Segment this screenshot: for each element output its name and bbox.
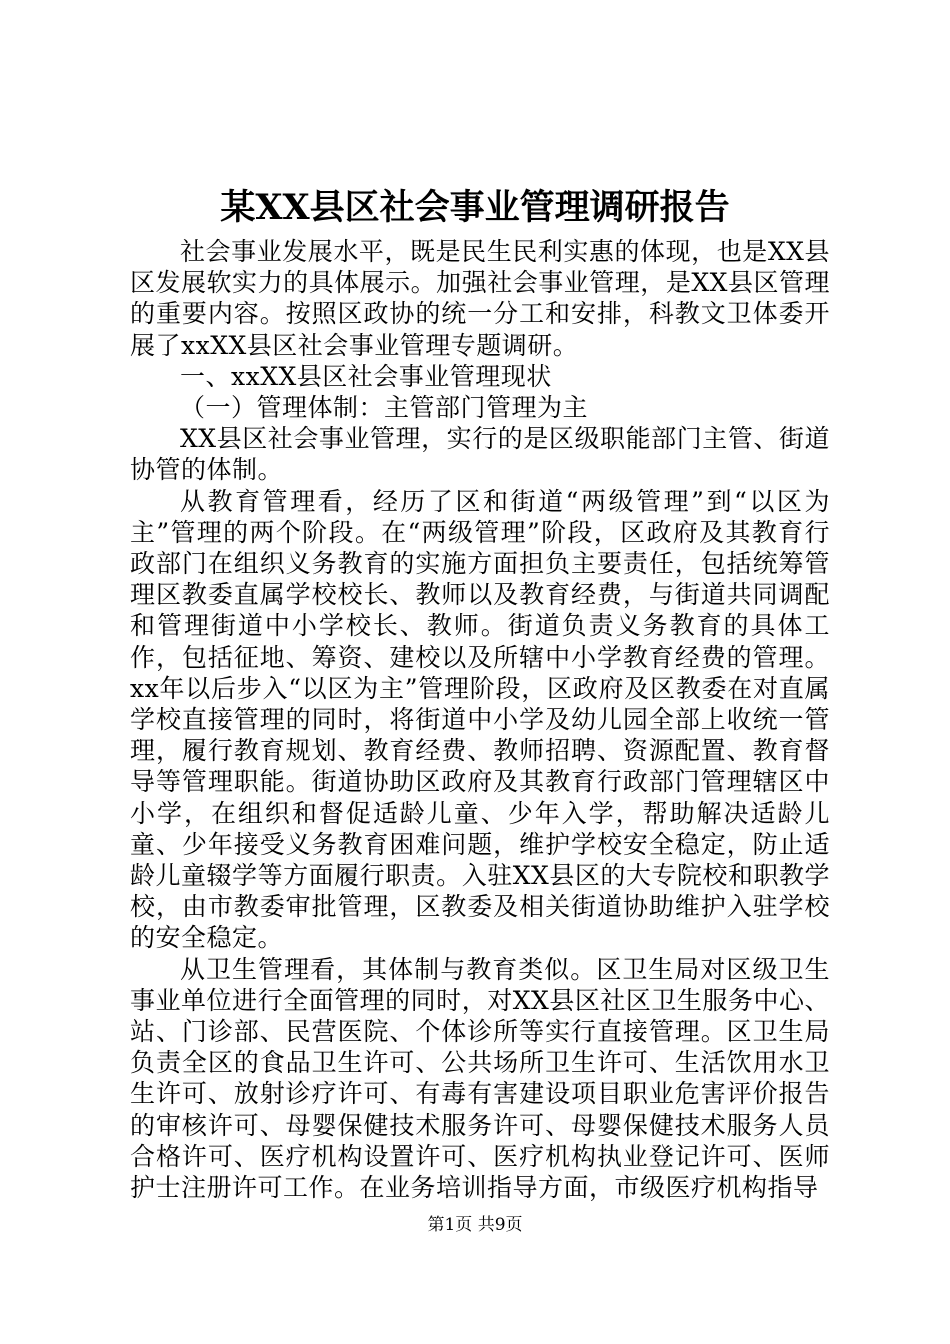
paragraph-education: 从教育管理看，经历了区和街道“两级管理”到“以区为主”管理的两个阶段。在“两级管理”阶段，区政府及其教育行政部门在组织义务教育的实施方面担负主要责任，包括统筹管理区教委直属学校校长、教师以及教育经费，与街道共同调配和管理街道中小学校长、教师。街道负责义务教育的具体工作，包括征地、筹资、建校以及所辖中小学教育经费的管理。xx年以后步入“以区为主”管理阶段，区政府及区教委在对直属学校直接管理的同时，将街道中小学及幼儿园全部上收统一管理，履行教育规划、教育经费、教师招聘、资源配置、教育督导等管理职能。街道协助区政府及其教育行政部门管理辖区中小学，在组织和督促适龄儿童、少年入学，帮助解决适龄儿童、少年接受义务教育困难问题，维护学校安全稳定，防止适龄儿童辍学等方面履行职责。入驻XX县区的大专院校和职教学校，由市教委审批管理，区教委及相关街道协助维护入驻学校的安全稳定。 <box>130 486 830 953</box>
subsection-heading: （一）管理体制：主管部门管理为主 <box>180 393 589 423</box>
paragraph-intro: 社会事业发展水平，既是民生民利实惠的体现，也是XX县区发展软实力的具体展示。加强社会事业管理，是XX县区管理的重要内容。按照区政协的统一分工和安排，科教文卫体委开展了xxXX县区社会事业管理专题调研。 <box>130 237 830 360</box>
page-number: 第1页 共9页 <box>427 1215 523 1235</box>
paragraph-health: 从卫生管理看，其体制与教育类似。区卫生局对区级卫生事业单位进行全面管理的同时，对XX县区社区卫生服务中心、站、门诊部、民营医院、个体诊所等实行直接管理。区卫生局负责全区的食品卫生许可、公共场所卫生许可、生活饮用水卫生许可、放射诊疗许可、有毒有害建设项目职业危害评价报告的审核许可、母婴保健技术服务许可、母婴保健技术服务人员合格许可、医疗机构设置许可、医疗机构执业登记许可、医师护士注册许可工作。在业务培训指导方面，市级医疗机构指导 <box>130 954 830 1203</box>
section-heading: 一、xxXX县区社会事业管理现状 <box>180 361 552 391</box>
document-title: 某XX县区社会事业管理调研报告 <box>220 187 730 228</box>
paragraph-management-system: XX县区社会事业管理，实行的是区级职能部门主管、街道协管的体制。 <box>130 424 830 485</box>
document-body <box>130 236 830 1203</box>
